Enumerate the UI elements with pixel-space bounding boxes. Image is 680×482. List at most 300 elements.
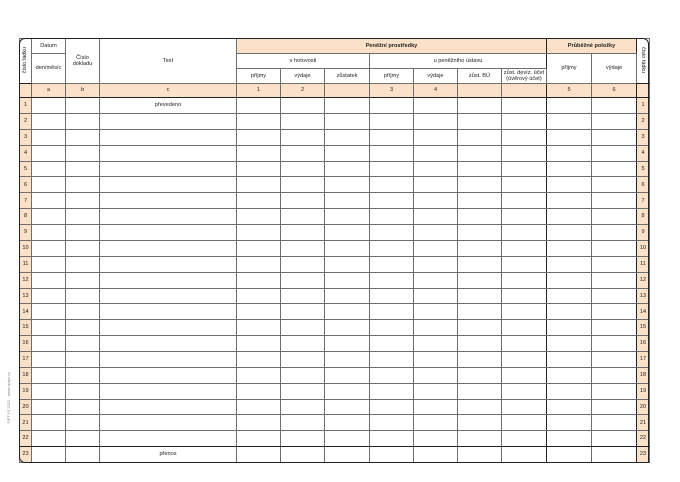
- entry-cell[interactable]: [547, 304, 592, 320]
- table-row: [20, 193, 650, 209]
- entry-cell[interactable]: [592, 272, 637, 288]
- entry-cell[interactable]: [32, 367, 66, 383]
- entry-cell[interactable]: [458, 447, 502, 463]
- entry-cell[interactable]: [502, 145, 547, 161]
- entry-cell[interactable]: [458, 161, 502, 177]
- entry-cell[interactable]: [547, 431, 592, 447]
- entry-cell[interactable]: [66, 145, 100, 161]
- entry-cell[interactable]: [592, 431, 637, 447]
- entry-cell[interactable]: [237, 129, 281, 145]
- entry-cell[interactable]: [458, 225, 502, 241]
- entry-cell[interactable]: [502, 351, 547, 367]
- entry-cell[interactable]: [458, 383, 502, 399]
- table-row: [20, 351, 650, 367]
- text-cell[interactable]: [100, 304, 237, 320]
- entry-cell[interactable]: [414, 193, 458, 209]
- entry-cell[interactable]: [325, 256, 370, 272]
- entry-cell[interactable]: [281, 145, 325, 161]
- entry-cell[interactable]: [281, 447, 325, 463]
- entry-cell[interactable]: [592, 145, 637, 161]
- entry-cell[interactable]: [592, 383, 637, 399]
- entry-cell[interactable]: [458, 288, 502, 304]
- entry-cell[interactable]: [66, 399, 100, 415]
- row-number-right: 1: [637, 98, 650, 114]
- letter-cell-c: c: [100, 84, 237, 98]
- entry-cell[interactable]: [592, 399, 637, 415]
- entry-cell[interactable]: [502, 320, 547, 336]
- entry-cell[interactable]: [32, 209, 66, 225]
- entry-cell[interactable]: [592, 240, 637, 256]
- entry-cell[interactable]: [32, 129, 66, 145]
- entry-cell[interactable]: [32, 431, 66, 447]
- entry-cell[interactable]: [281, 272, 325, 288]
- entry-cell[interactable]: [458, 256, 502, 272]
- entry-cell[interactable]: [370, 240, 414, 256]
- entry-cell[interactable]: [281, 225, 325, 241]
- entry-cell[interactable]: [547, 114, 592, 130]
- entry-cell[interactable]: [281, 399, 325, 415]
- entry-cell[interactable]: [66, 272, 100, 288]
- entry-cell[interactable]: [281, 336, 325, 352]
- entry-cell[interactable]: [281, 256, 325, 272]
- entry-cell[interactable]: [370, 256, 414, 272]
- entry-cell[interactable]: [370, 193, 414, 209]
- entry-cell[interactable]: [66, 351, 100, 367]
- entry-cell[interactable]: [66, 367, 100, 383]
- row-number-right: 12: [637, 272, 650, 288]
- entry-cell[interactable]: [325, 145, 370, 161]
- entry-cell[interactable]: [414, 145, 458, 161]
- entry-cell[interactable]: [502, 256, 547, 272]
- entry-cell[interactable]: [325, 193, 370, 209]
- entry-cell[interactable]: [370, 415, 414, 431]
- entry-cell[interactable]: [414, 114, 458, 130]
- entry-cell[interactable]: [547, 272, 592, 288]
- text-cell[interactable]: [100, 272, 237, 288]
- entry-cell[interactable]: [66, 225, 100, 241]
- entry-cell[interactable]: [237, 320, 281, 336]
- entry-cell[interactable]: [281, 351, 325, 367]
- entry-cell[interactable]: [547, 320, 592, 336]
- ustav-vydaje-header: výdaje: [414, 69, 458, 84]
- entry-cell[interactable]: [592, 351, 637, 367]
- entry-cell[interactable]: [592, 415, 637, 431]
- entry-cell[interactable]: [32, 225, 66, 241]
- text-cell[interactable]: [100, 177, 237, 193]
- row-number-left: 17: [20, 351, 32, 367]
- entry-cell[interactable]: [237, 209, 281, 225]
- entry-cell[interactable]: [502, 114, 547, 130]
- entry-cell[interactable]: [458, 399, 502, 415]
- entry-cell[interactable]: [325, 272, 370, 288]
- entry-cell[interactable]: [547, 225, 592, 241]
- entry-cell[interactable]: [32, 145, 66, 161]
- entry-cell[interactable]: [32, 336, 66, 352]
- entry-cell[interactable]: [370, 114, 414, 130]
- entry-cell[interactable]: [281, 177, 325, 193]
- text-cell[interactable]: [100, 114, 237, 130]
- entry-cell[interactable]: [237, 447, 281, 463]
- entry-cell[interactable]: [32, 161, 66, 177]
- entry-cell[interactable]: [237, 240, 281, 256]
- entry-cell[interactable]: [325, 240, 370, 256]
- entry-cell[interactable]: [370, 447, 414, 463]
- entry-cell[interactable]: [547, 98, 592, 114]
- entry-cell[interactable]: [32, 320, 66, 336]
- entry-cell[interactable]: [502, 336, 547, 352]
- entry-cell[interactable]: [502, 240, 547, 256]
- entry-cell[interactable]: [458, 272, 502, 288]
- entry-cell[interactable]: [547, 129, 592, 145]
- entry-cell[interactable]: [502, 177, 547, 193]
- entry-cell[interactable]: [325, 114, 370, 130]
- entry-cell[interactable]: [66, 256, 100, 272]
- entry-cell[interactable]: [370, 288, 414, 304]
- entry-cell[interactable]: [592, 209, 637, 225]
- hotovost-zustatek-header: zůstatek: [325, 69, 370, 84]
- row-number-right: 15: [637, 320, 650, 336]
- entry-cell[interactable]: [325, 415, 370, 431]
- entry-cell[interactable]: [32, 98, 66, 114]
- entry-cell[interactable]: [325, 447, 370, 463]
- entry-cell[interactable]: [237, 256, 281, 272]
- entry-cell[interactable]: [592, 193, 637, 209]
- entry-cell[interactable]: [458, 351, 502, 367]
- entry-cell[interactable]: [414, 272, 458, 288]
- entry-cell[interactable]: [66, 336, 100, 352]
- entry-cell[interactable]: [414, 240, 458, 256]
- entry-cell[interactable]: [325, 288, 370, 304]
- text-cell[interactable]: [100, 399, 237, 415]
- entry-cell[interactable]: [592, 447, 637, 463]
- entry-cell[interactable]: [458, 129, 502, 145]
- entry-cell[interactable]: [370, 225, 414, 241]
- entry-cell[interactable]: [281, 129, 325, 145]
- entry-cell[interactable]: [281, 383, 325, 399]
- entry-cell[interactable]: [32, 447, 66, 463]
- entry-cell[interactable]: [547, 415, 592, 431]
- entry-cell[interactable]: [66, 288, 100, 304]
- row-number-right: 5: [637, 161, 650, 177]
- entry-cell[interactable]: [32, 383, 66, 399]
- entry-cell[interactable]: [237, 367, 281, 383]
- entry-cell[interactable]: [414, 399, 458, 415]
- text-cell[interactable]: [100, 351, 237, 367]
- entry-cell[interactable]: [32, 193, 66, 209]
- entry-cell[interactable]: [547, 177, 592, 193]
- entry-cell[interactable]: [370, 431, 414, 447]
- entry-cell[interactable]: [325, 177, 370, 193]
- text-cell[interactable]: [100, 209, 237, 225]
- entry-cell[interactable]: [281, 304, 325, 320]
- entry-cell[interactable]: [592, 336, 637, 352]
- entry-cell[interactable]: [547, 145, 592, 161]
- entry-cell[interactable]: [370, 98, 414, 114]
- text-cell[interactable]: [100, 193, 237, 209]
- entry-cell[interactable]: [370, 304, 414, 320]
- row-number-right: 18: [637, 367, 650, 383]
- entry-cell[interactable]: [414, 225, 458, 241]
- entry-cell[interactable]: [325, 367, 370, 383]
- entry-cell[interactable]: [458, 320, 502, 336]
- entry-cell[interactable]: [237, 431, 281, 447]
- text-cell[interactable]: [100, 415, 237, 431]
- entry-cell[interactable]: [32, 256, 66, 272]
- entry-cell[interactable]: [281, 209, 325, 225]
- entry-cell[interactable]: [414, 415, 458, 431]
- text-cell[interactable]: [100, 320, 237, 336]
- entry-cell[interactable]: [325, 351, 370, 367]
- ustav-zust-deviz-header: zůst. devíz. účet (úvěrový účet): [502, 69, 547, 84]
- entry-cell[interactable]: [458, 415, 502, 431]
- entry-cell[interactable]: [414, 320, 458, 336]
- entry-cell[interactable]: [66, 161, 100, 177]
- entry-cell[interactable]: [547, 351, 592, 367]
- entry-cell[interactable]: [458, 177, 502, 193]
- entry-cell[interactable]: [237, 415, 281, 431]
- entry-cell[interactable]: [502, 209, 547, 225]
- entry-cell[interactable]: [458, 98, 502, 114]
- entry-cell[interactable]: [547, 161, 592, 177]
- entry-cell[interactable]: [502, 304, 547, 320]
- text-cell[interactable]: [100, 225, 237, 241]
- entry-cell[interactable]: [370, 336, 414, 352]
- entry-cell[interactable]: [414, 288, 458, 304]
- entry-cell[interactable]: [281, 98, 325, 114]
- entry-cell[interactable]: [502, 161, 547, 177]
- entry-cell[interactable]: [458, 114, 502, 130]
- entry-cell[interactable]: [237, 383, 281, 399]
- entry-cell[interactable]: [325, 304, 370, 320]
- entry-cell[interactable]: [325, 320, 370, 336]
- entry-cell[interactable]: [32, 272, 66, 288]
- entry-cell[interactable]: [592, 98, 637, 114]
- entry-cell[interactable]: [502, 98, 547, 114]
- entry-cell[interactable]: [458, 193, 502, 209]
- entry-cell[interactable]: [32, 288, 66, 304]
- entry-cell[interactable]: [66, 209, 100, 225]
- entry-cell[interactable]: [237, 161, 281, 177]
- text-cell[interactable]: [100, 129, 237, 145]
- entry-cell[interactable]: [547, 193, 592, 209]
- entry-cell[interactable]: [458, 367, 502, 383]
- entry-cell[interactable]: [547, 367, 592, 383]
- entry-cell[interactable]: [414, 209, 458, 225]
- entry-cell[interactable]: [325, 336, 370, 352]
- entry-cell[interactable]: [325, 225, 370, 241]
- entry-cell[interactable]: [502, 447, 547, 463]
- entry-cell[interactable]: [281, 193, 325, 209]
- entry-cell[interactable]: [66, 383, 100, 399]
- entry-cell[interactable]: [414, 351, 458, 367]
- entry-cell[interactable]: [592, 225, 637, 241]
- entry-cell[interactable]: [458, 336, 502, 352]
- entry-cell[interactable]: [547, 288, 592, 304]
- entry-cell[interactable]: [370, 209, 414, 225]
- entry-cell[interactable]: [547, 240, 592, 256]
- entry-cell[interactable]: [592, 320, 637, 336]
- entry-cell[interactable]: [370, 145, 414, 161]
- entry-cell[interactable]: [237, 288, 281, 304]
- hotovost-prijmy-header: příjmy: [237, 69, 281, 84]
- entry-cell[interactable]: [547, 383, 592, 399]
- entry-cell[interactable]: [414, 304, 458, 320]
- letter-cell-6: 6: [592, 84, 637, 98]
- entry-cell[interactable]: [592, 367, 637, 383]
- entry-cell[interactable]: [370, 320, 414, 336]
- entry-cell[interactable]: [458, 240, 502, 256]
- entry-cell[interactable]: [502, 383, 547, 399]
- entry-cell[interactable]: [370, 367, 414, 383]
- text-cell[interactable]: převedeno: [100, 98, 237, 114]
- entry-cell[interactable]: [66, 447, 100, 463]
- entry-cell[interactable]: [32, 177, 66, 193]
- text-cell[interactable]: [100, 240, 237, 256]
- entry-cell[interactable]: [592, 129, 637, 145]
- entry-cell[interactable]: [502, 225, 547, 241]
- entry-cell[interactable]: [370, 351, 414, 367]
- entry-cell[interactable]: [281, 240, 325, 256]
- entry-cell[interactable]: [370, 161, 414, 177]
- entry-cell[interactable]: [502, 272, 547, 288]
- entry-cell[interactable]: [237, 225, 281, 241]
- entry-cell[interactable]: [414, 431, 458, 447]
- entry-cell[interactable]: [592, 256, 637, 272]
- entry-cell[interactable]: [66, 177, 100, 193]
- entry-cell[interactable]: [370, 399, 414, 415]
- entry-cell[interactable]: [66, 98, 100, 114]
- entry-cell[interactable]: [237, 399, 281, 415]
- entry-cell[interactable]: [414, 129, 458, 145]
- entry-cell[interactable]: [32, 304, 66, 320]
- entry-cell[interactable]: [370, 177, 414, 193]
- entry-cell[interactable]: [592, 114, 637, 130]
- entry-cell[interactable]: [281, 367, 325, 383]
- entry-cell[interactable]: [370, 129, 414, 145]
- text-cell[interactable]: [100, 431, 237, 447]
- ustav-zust-bu-header: zůst. BÚ: [458, 69, 502, 84]
- entry-cell[interactable]: [502, 288, 547, 304]
- v-hotovosti-header: v hotovosti: [237, 54, 370, 69]
- entry-cell[interactable]: [458, 209, 502, 225]
- text-cell[interactable]: [100, 256, 237, 272]
- entry-cell[interactable]: [32, 114, 66, 130]
- entry-cell[interactable]: [281, 161, 325, 177]
- entry-cell[interactable]: [32, 415, 66, 431]
- table-row: [20, 336, 650, 352]
- entry-cell[interactable]: [414, 177, 458, 193]
- entry-cell[interactable]: [281, 288, 325, 304]
- entry-cell[interactable]: [237, 351, 281, 367]
- entry-cell[interactable]: [414, 383, 458, 399]
- entry-cell[interactable]: [502, 367, 547, 383]
- entry-cell[interactable]: [66, 415, 100, 431]
- entry-cell[interactable]: [281, 114, 325, 130]
- entry-cell[interactable]: [66, 304, 100, 320]
- entry-cell[interactable]: [502, 193, 547, 209]
- text-cell[interactable]: [100, 367, 237, 383]
- entry-cell[interactable]: [237, 336, 281, 352]
- entry-cell[interactable]: [32, 240, 66, 256]
- table-row: [20, 225, 650, 241]
- entry-cell[interactable]: [66, 240, 100, 256]
- row-number-left: 16: [20, 336, 32, 352]
- entry-cell[interactable]: [32, 351, 66, 367]
- letter-cell-a: a: [32, 84, 66, 98]
- entry-cell[interactable]: [325, 98, 370, 114]
- entry-cell[interactable]: [66, 129, 100, 145]
- entry-cell[interactable]: [32, 399, 66, 415]
- entry-cell[interactable]: [414, 98, 458, 114]
- entry-cell[interactable]: [592, 177, 637, 193]
- entry-cell[interactable]: [414, 447, 458, 463]
- entry-cell[interactable]: [66, 320, 100, 336]
- entry-cell[interactable]: [547, 256, 592, 272]
- row-number-right: 13: [637, 288, 650, 304]
- entry-cell[interactable]: [237, 304, 281, 320]
- text-cell[interactable]: [100, 161, 237, 177]
- entry-cell[interactable]: [592, 161, 637, 177]
- entry-cell[interactable]: [237, 272, 281, 288]
- entry-cell[interactable]: [414, 367, 458, 383]
- entry-cell[interactable]: [237, 193, 281, 209]
- row-number-right: 23: [637, 447, 650, 463]
- entry-cell[interactable]: [281, 431, 325, 447]
- entry-cell[interactable]: [325, 431, 370, 447]
- entry-cell[interactable]: [66, 114, 100, 130]
- entry-cell[interactable]: [547, 399, 592, 415]
- entry-cell[interactable]: [66, 193, 100, 209]
- entry-cell[interactable]: [458, 145, 502, 161]
- entry-cell[interactable]: [325, 383, 370, 399]
- entry-cell[interactable]: [502, 399, 547, 415]
- entry-cell[interactable]: [414, 161, 458, 177]
- entry-cell[interactable]: [502, 415, 547, 431]
- entry-cell[interactable]: [458, 304, 502, 320]
- entry-cell[interactable]: [325, 399, 370, 415]
- entry-cell[interactable]: [547, 209, 592, 225]
- entry-cell[interactable]: [237, 177, 281, 193]
- entry-cell[interactable]: [237, 98, 281, 114]
- text-cell[interactable]: [100, 336, 237, 352]
- entry-cell[interactable]: [237, 114, 281, 130]
- entry-cell[interactable]: [414, 256, 458, 272]
- row-number-left: 11: [20, 256, 32, 272]
- entry-cell[interactable]: [414, 336, 458, 352]
- entry-cell[interactable]: [370, 383, 414, 399]
- entry-cell[interactable]: [66, 431, 100, 447]
- entry-cell[interactable]: [547, 447, 592, 463]
- entry-cell[interactable]: [592, 288, 637, 304]
- entry-cell[interactable]: [370, 272, 414, 288]
- text-cell[interactable]: [100, 288, 237, 304]
- entry-cell[interactable]: [325, 161, 370, 177]
- entry-cell[interactable]: [281, 415, 325, 431]
- row-number-left: 6: [20, 177, 32, 193]
- text-cell[interactable]: [100, 145, 237, 161]
- entry-cell[interactable]: [325, 129, 370, 145]
- entry-cell[interactable]: [237, 145, 281, 161]
- entry-cell[interactable]: [281, 320, 325, 336]
- text-cell[interactable]: [100, 383, 237, 399]
- entry-cell[interactable]: [502, 129, 547, 145]
- entry-cell[interactable]: [502, 431, 547, 447]
- entry-cell[interactable]: [592, 304, 637, 320]
- entry-cell[interactable]: [325, 209, 370, 225]
- text-cell[interactable]: přenos: [100, 447, 237, 463]
- entry-cell[interactable]: [547, 336, 592, 352]
- entry-cell[interactable]: [458, 431, 502, 447]
